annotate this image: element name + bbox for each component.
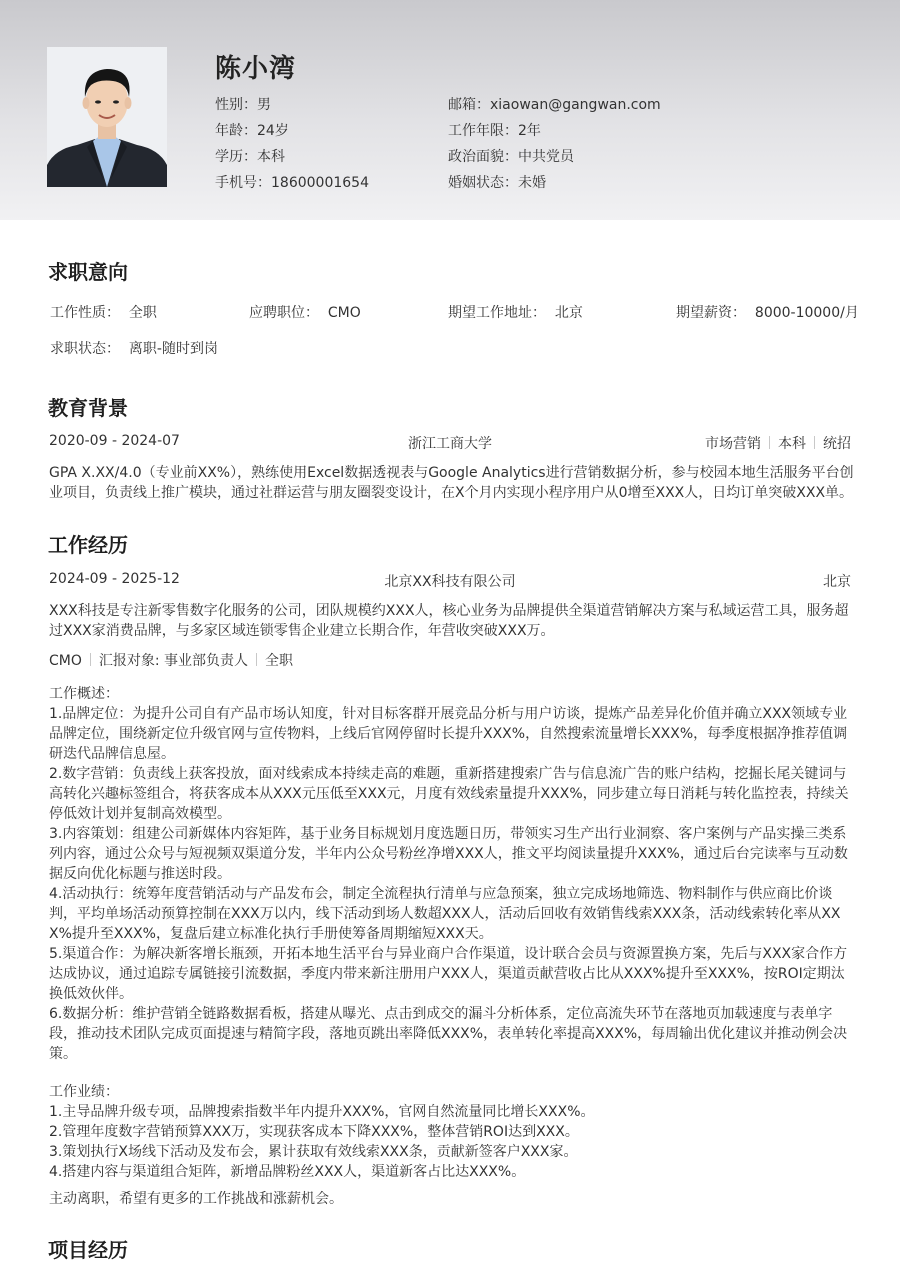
role-tag: CMO	[49, 653, 82, 669]
company-name: 北京XX科技有限公司	[384, 574, 516, 590]
location-label: 期望工作地址：	[448, 305, 546, 321]
job-status-item	[50, 338, 218, 358]
job-type-label: 工作性质：	[50, 305, 120, 321]
job-status-label: 求职状态：	[50, 341, 120, 357]
location-item	[448, 302, 583, 322]
salary-value: 8000-10000/月	[754, 305, 859, 321]
salary-item	[676, 302, 859, 322]
leave-reason: 主动离职，希望有更多的工作挑战和涨薪机会。	[49, 1191, 343, 1207]
company-description: XXX科技是专注新零售数字化服务的公司，团队规模约XXX人，核心业务为品牌提供全渠道营销解决方案与私域运营工具，服务超过XXX家消费品牌，与多家区域连锁零售企业建立长期合作，年营收突破XXX万。	[49, 603, 849, 639]
section-title-projects: 项目经历	[48, 1238, 128, 1262]
position-item	[249, 302, 361, 322]
degree-tag: 本科	[778, 436, 806, 452]
enrollment-tag: 统招	[823, 436, 851, 452]
work-overview: 工作概述： 1.品牌定位：为提升公司自有产品市场认知度，针对目标客群开展竞品分析与用户访谈，提炼产品差异化价值并确立XXX领域专业品牌定位，围绕新定位升级官网与宣传物料，上线后官网停留时长提升XXX%，自然搜索流量增长XXX%，每季度根据净推荐值调研迭代品牌信息屋。 2.数字营销：负责线上获客投放，面对线索成本持续走高的难题，重新搭建搜索广告与信息流广告的账户结构，挖掘长尾关键词与高转化兴趣标签组合，将获客成本从XXX元压低至XXX元，月度有效线索量提升XXX%，同步建立每日消耗与转化监控表，持续关停低效计划并复制高效模型。 3.内容策划：组建公司新媒体内容矩阵，基于业务目标规划月度选题日历，带领实习生产出行业洞察、客户案例与产品实操三类系列内容，通过公众号与短视频双渠道分发，半年内公众号粉丝净增XXX人，推文平均阅读量提升XXX%，通过后台完读率与互动数据反向优化标题与推送时段。 4.活动执行：统筹年度营销活动与产品发布会，制定全流程执行清单与应急预案，独立完成场地筛选、物料制作与供应商比价谈判，平均单场活动预算控制在XXX万以内，线下活动到场人数超XXX人，活动后回收有效销售线索XXX条，活动线索转化率从XXX%提升至XXX%，复盘后建立标准化执行手册使筹备周期缩短XXX天。 5.渠道合作：为解决新客增长瓶颈，开拓本地生活平台与异业商户合作渠道，设计联合会员与资源置换方案，先后与XXX家合作方达成协议，通过追踪专属链接引流数据，季度内带来新注册用户XXX人，渠道贡献营收占比从XXX%提升至XXX%，按ROI定期汰换低效伙伴。 6.数据分析：维护营销全链路数据看板，搭建从曝光、点击到成交的漏斗分析体系，定位高流失环节在落地页加载速度与表单字段，推动技术团队完成页面提速与精简字段，落地页跳出率降低XXX%，表单转化率提高XXX%，每周输出优化建议并推动例会决策。	[49, 686, 849, 1062]
job-type-value: 全职	[128, 305, 157, 321]
role-tags	[49, 650, 293, 670]
section-title-education: 教育背景	[48, 396, 128, 420]
work-period: 2024-09 - 2025-12	[49, 571, 180, 587]
work-city: 北京	[823, 574, 851, 590]
section-title-work: 工作经历	[48, 533, 128, 557]
divider	[814, 436, 815, 449]
age-field: 年龄：24岁	[215, 123, 289, 139]
candidate-name: 陈小湾	[215, 54, 297, 84]
work-achievements: 工作业绩： 1.主导品牌升级专项，品牌搜索指数半年内提升XXX%，官网自然流量同比增长XXX%。 2.管理年度数字营销预算XXX万，实现获客成本下降XXX%，整体营销ROI达到XXX。 3.策划执行X场线下活动及发布会，累计获取有效线索XXX条，贡献新签客户XXX家。 4.搭建内容与渠道组合矩阵，新增品牌粉丝XXX人，渠道新客占比达XXX%。	[49, 1084, 595, 1180]
job-status-value: 离职-随时到岗	[128, 341, 218, 357]
marital-status-field: 婚姻状态：未婚	[448, 175, 546, 191]
education-description: GPA X.XX/4.0（专业前XX%），熟练使用Excel数据透视表与Google Analytics进行营销数据分析，参与校园本地生活服务平台创业项目，负责线上推广模块，通过社群运营与朋友圈裂变设计，在X个月内实现小程序用户从0增至XXX人，日均订单突破XXX单。	[49, 465, 854, 501]
education-period: 2020-09 - 2024-07	[49, 433, 180, 449]
location-value: 北京	[554, 305, 583, 321]
employment-type-tag: 全职	[265, 653, 294, 669]
salary-label: 期望薪资：	[676, 305, 746, 321]
divider	[90, 653, 91, 666]
position-label: 应聘职位：	[249, 305, 319, 321]
section-title-intention: 求职意向	[48, 260, 128, 284]
avatar-portrait-icon	[47, 47, 167, 187]
position-value: CMO	[327, 305, 361, 321]
profile-photo	[47, 47, 167, 187]
school-name: 浙江工商大学	[408, 436, 492, 452]
email-field: 邮箱：xiaowan@gangwan.com	[448, 97, 661, 113]
work-years-field: 工作年限：2年	[448, 123, 541, 139]
education-tags	[705, 433, 851, 453]
report-to-tag: 汇报对象: 事业部负责人	[98, 653, 249, 669]
education-level-field: 学历：本科	[215, 149, 285, 165]
gender-field: 性别：男	[215, 97, 271, 113]
job-type-item	[50, 302, 157, 322]
phone-field: 手机号：18600001654	[215, 175, 369, 191]
divider	[769, 436, 770, 449]
major-tag: 市场营销	[705, 436, 761, 452]
political-status-field: 政治面貌：中共党员	[448, 149, 574, 165]
divider	[256, 653, 257, 666]
